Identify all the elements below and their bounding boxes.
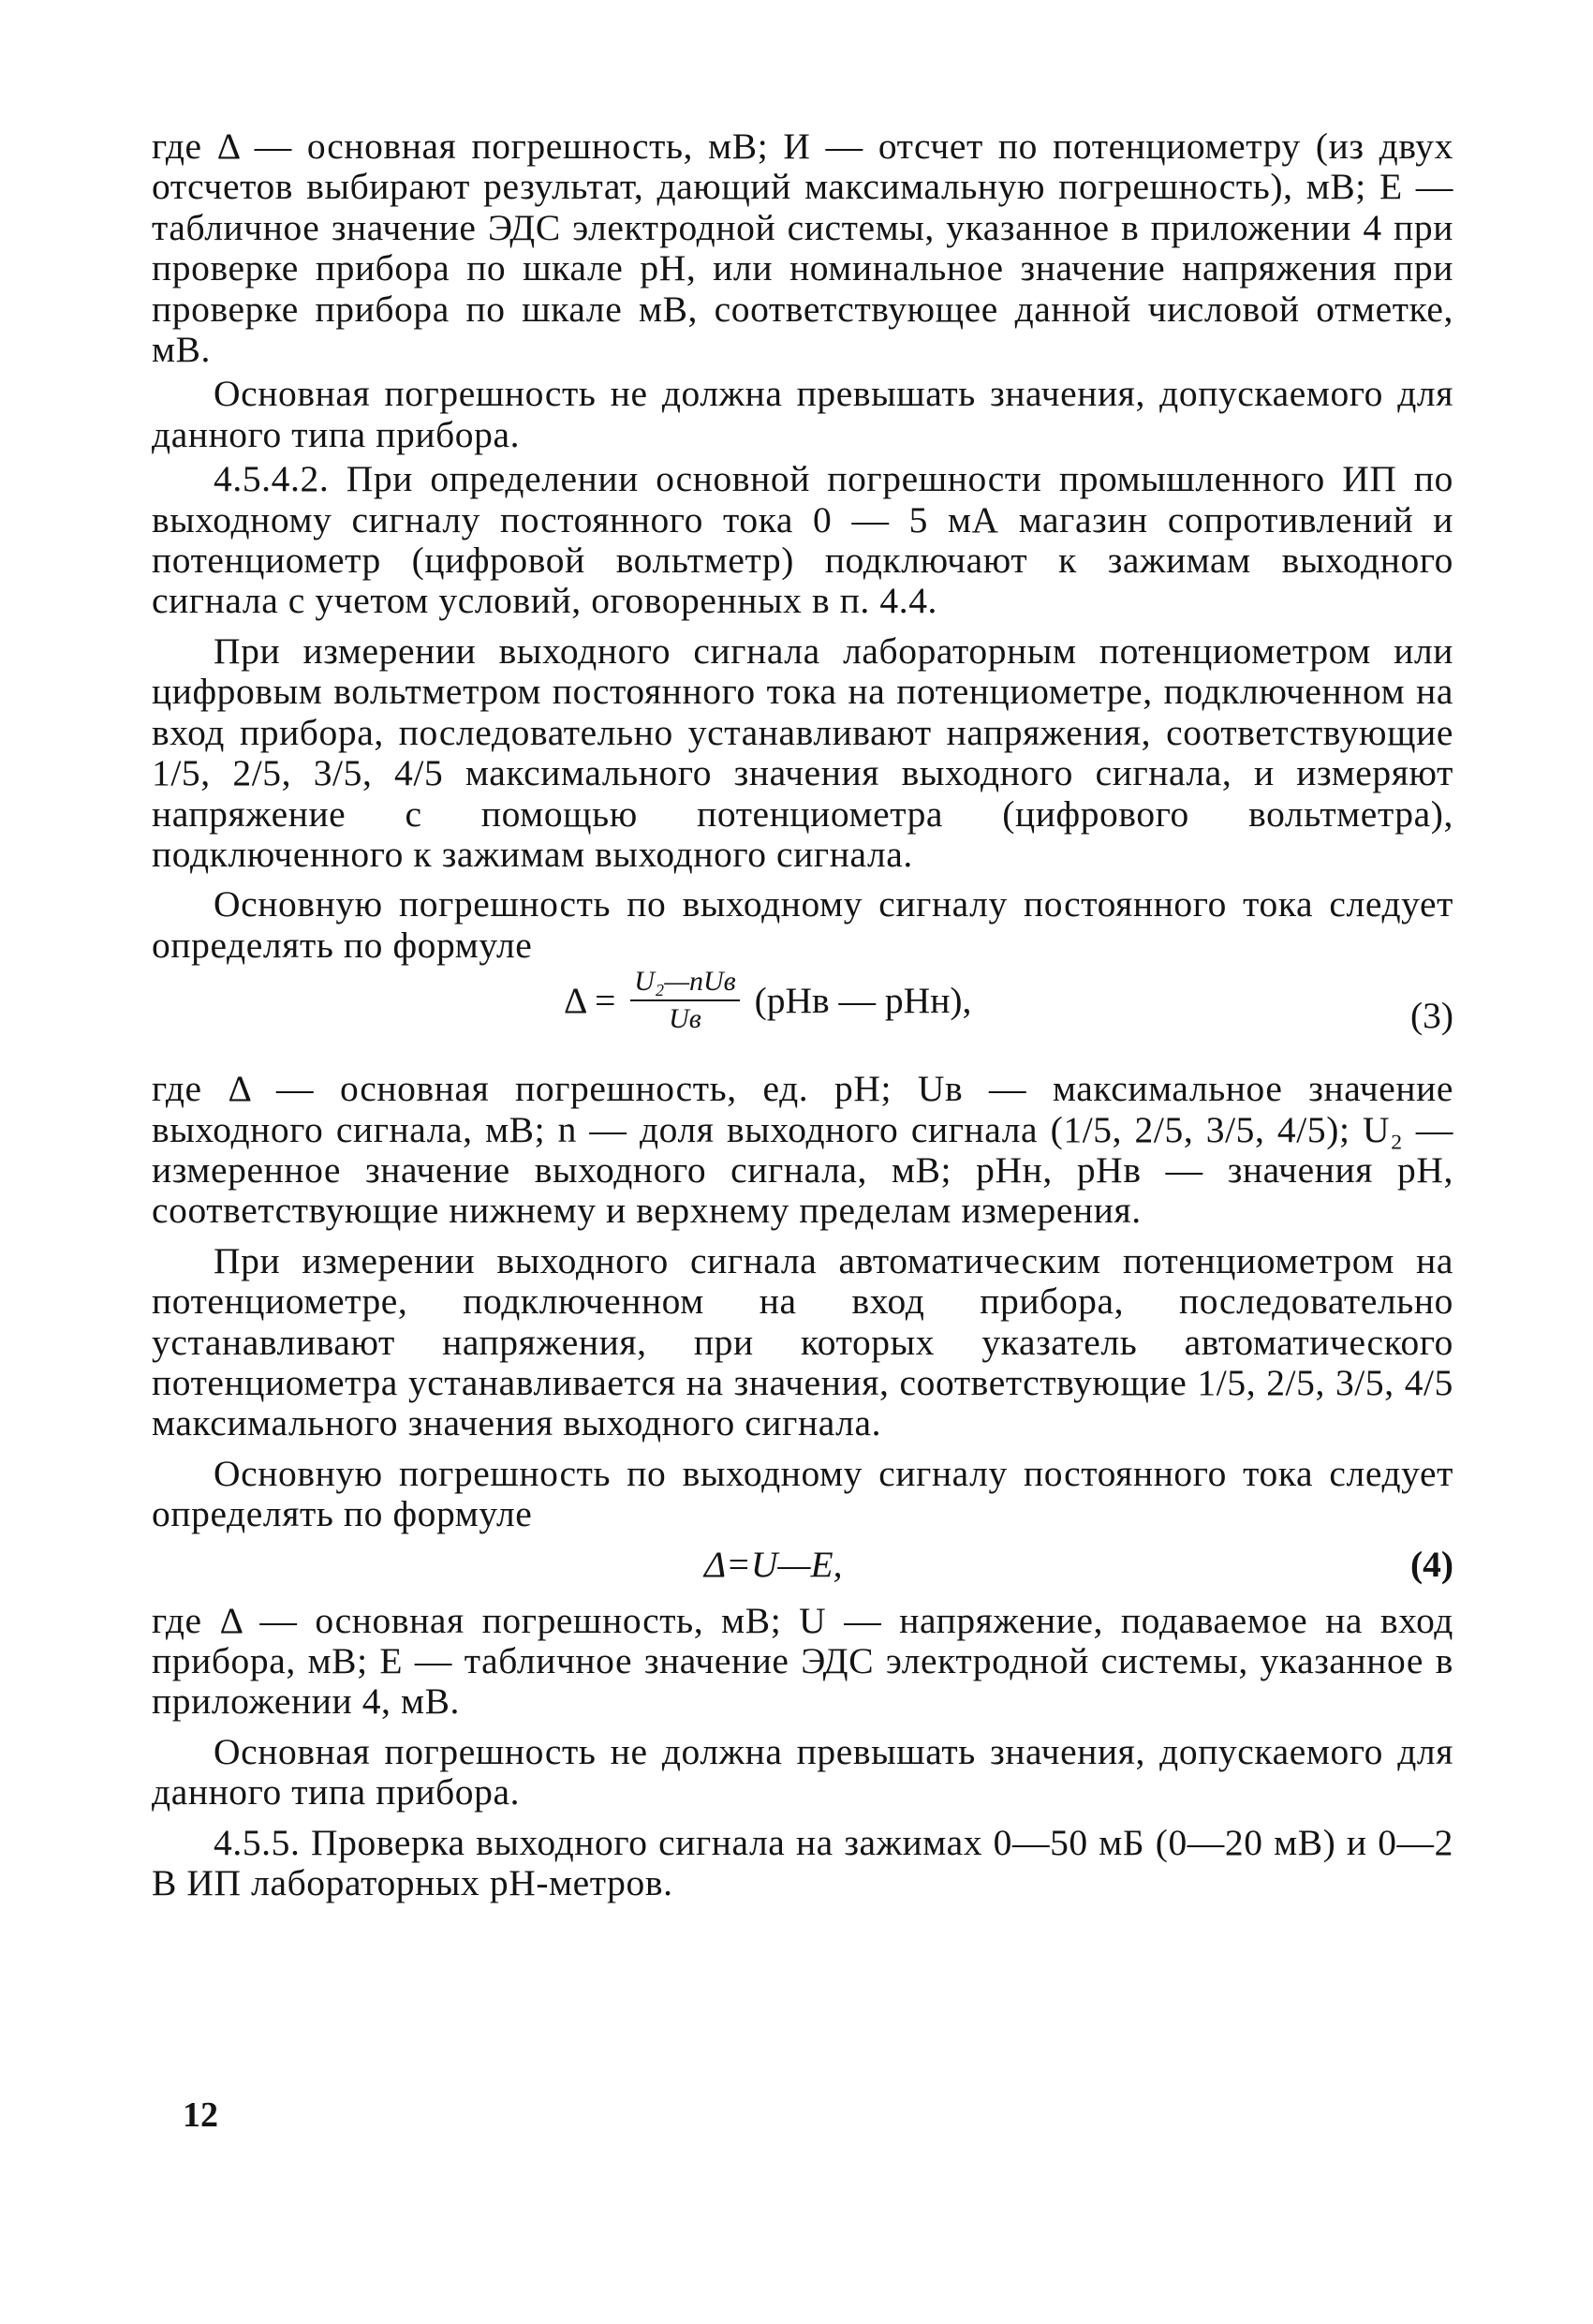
formula-3-number: (3) xyxy=(1409,995,1453,1037)
formula-3-expression xyxy=(564,966,971,1035)
paragraph-auto-potentiometer: При измерении выходного сигнала автоматическим потенциометром на потенциометре, подключенном на вход прибора, последовательно устанавливают напряжения, при которых указатель автоматического потенциометра устанавливается на значения, соответствующие 1/5, 2/5, 3/5, 4/5 максимального значения выходного сигнала. xyxy=(152,1239,1453,1444)
formula-3-fraction xyxy=(630,966,739,1035)
formula-3-rhs: (pHв — pHн), xyxy=(754,980,972,1022)
formula-3 xyxy=(152,966,1453,1069)
formula-3-numerator: U₂—nUв xyxy=(630,966,739,1001)
paragraph-lab-potentiometer: При измерении выходного сигнала лабораторным потенциометром или цифровым вольтметром постоянного тока на потенциометре, подключенном на вход прибора, последовательно устанавливают напряжения, соответствующие 1/5, 2/5, 3/5, 4/5 максимального значения выходного сигнала, и измеряют напряжение с помощью потенциометра (цифрового вольтметра), подключенного к зажимам выходного сигнала. xyxy=(152,629,1453,875)
formula-4-number: (4) xyxy=(1409,1543,1453,1585)
paragraph-formula-intro-2: Основную погрешность по выходному сигналу постоянного тока следует определять по формуле xyxy=(152,1452,1453,1535)
paragraph-formula-4-variables: где Δ — основная погрешность, мВ; U — напряжение, подаваемое на вход прибора, мВ; Е — табличное значение ЭДС электродной системы, указанное в приложении 4, мВ. xyxy=(152,1599,1453,1723)
paragraph-formula-3-variables: где Δ — основная погрешность, ед. pH; Uв — максимальное значение выходного сигнала, мВ; n — доля выходного сигнала (1/5, 2/5, 3/5, 4/5); U₂ — измеренное значение выходного сигнала, мВ; pHн, pHв — значения pH, соответствующие нижнему и верхнему пределам измерения. xyxy=(152,1068,1453,1232)
paragraph-section-4-5-5: 4.5.5. Проверка выходного сигнала на зажимах 0—50 мБ (0—20 мВ) и 0—2 В ИП лабораторных pH-метров. xyxy=(152,1821,1453,1904)
paragraph-formula-intro-1: Основную погрешность по выходному сигналу постоянного тока следует определять по формуле xyxy=(152,883,1453,966)
formula-3-lhs: Δ = xyxy=(564,980,616,1022)
page-number: 12 xyxy=(183,2095,218,2135)
formula-4-expression: Δ=U—E, xyxy=(704,1543,843,1585)
paragraph-error-definition-1: где Δ — основная погрешность, мВ; И — отсчет по потенциометру (из двух отсчетов выбирают результат, дающий максимальную погрешность), мВ; Е — табличное значение ЭДС электродной системы, указанное в приложении 4 при проверке прибора по шкале pH, или номинальное значение напряжения при проверке прибора по шкале мВ, соответствующее данной числовой отметке, мВ. xyxy=(152,126,1453,371)
paragraph-error-limit-2: Основная погрешность не должна превышать значения, допускаемого для данного типа прибора. xyxy=(152,1730,1453,1813)
document-page xyxy=(152,126,1453,1903)
formula-4 xyxy=(152,1535,1453,1601)
formula-3-denominator: Uв xyxy=(669,1003,701,1035)
paragraph-error-limit-1: Основная погрешность не должна превышать значения, допускаемого для данного типа прибора. xyxy=(152,373,1453,455)
paragraph-section-4-5-4-2: 4.5.4.2. При определении основной погрешности промышленного ИП по выходному сигналу постоянного тока 0 — 5 мА магазин сопротивлений и потенциометр (цифровой вольтметр) подключают к зажимам выходного сигнала с учетом условий, оговоренных в п. 4.4. xyxy=(152,458,1453,622)
